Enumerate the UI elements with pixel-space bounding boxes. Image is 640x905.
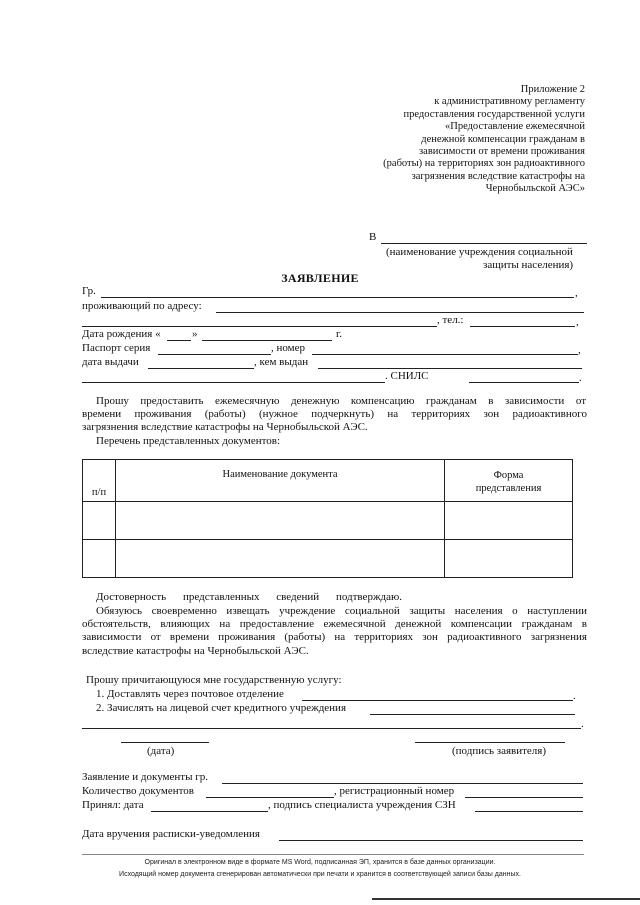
row-form-cell[interactable]	[445, 502, 573, 540]
documents-intro: Перечень представленных документов:	[96, 435, 281, 447]
table-row[interactable]	[83, 540, 573, 578]
passport-series-label: Паспорт серия	[82, 342, 151, 354]
table-row[interactable]	[83, 502, 573, 540]
addressee-caption: (наименование учреждения социальной	[386, 246, 573, 258]
scan-edge-line	[372, 898, 640, 900]
bank-account-field-2[interactable]	[82, 728, 581, 729]
signature-field[interactable]	[415, 742, 565, 743]
row-num-cell[interactable]	[83, 540, 116, 578]
phone-field[interactable]	[470, 326, 575, 327]
obligation-line-1: Обязуюсь своевременно извещать учреждение социальной защиты населения о наступлении	[96, 605, 587, 617]
accepted-date-field[interactable]	[151, 811, 268, 812]
delivery-intro: Прошу причитающуюся мне государственную услугу:	[86, 674, 342, 686]
specialist-sign-field[interactable]	[475, 811, 583, 812]
appendix-line: к административному регламенту	[434, 96, 585, 108]
date-caption: (дата)	[147, 745, 175, 757]
address-label: проживающий по адресу:	[82, 300, 202, 312]
row-name-cell[interactable]	[116, 502, 445, 540]
appendix-line: зависимости от времени проживания	[419, 146, 585, 158]
docs-count-field[interactable]	[206, 797, 334, 798]
passport-number-field[interactable]	[312, 354, 578, 355]
request-line-2: времени проживания (работы) (нужное подчеркнуть) на территориях зон радиоактивного	[82, 408, 587, 420]
appendix-line: «Предоставление ежемесячной	[444, 121, 585, 133]
issue-date-field[interactable]	[148, 368, 254, 369]
accepted-date-label: Принял: дата	[82, 799, 144, 811]
issued-by-label: , кем выдан	[254, 356, 309, 368]
passport-series-field[interactable]	[158, 354, 271, 355]
issued-by-field-2[interactable]	[82, 382, 385, 383]
receipt-date-field[interactable]	[279, 840, 583, 841]
request-line-1: Прошу предоставить ежемесячную денежную компенсацию гражданам в зависимости от	[96, 395, 586, 407]
addressee-line[interactable]	[381, 243, 587, 244]
citizen-name-field[interactable]	[101, 297, 574, 298]
documents-table	[82, 459, 573, 578]
birth-year-label: г.	[336, 328, 343, 340]
date-field[interactable]	[121, 742, 209, 743]
docs-count-label: Количество документов	[82, 785, 194, 797]
reg-number-label: , регистрационный номер	[334, 785, 455, 797]
birth-month-year-field[interactable]	[202, 340, 332, 341]
citizen-label: Гр.	[82, 285, 96, 297]
appendix-line: загрязнения вследствие катастрофы на	[411, 170, 585, 182]
receipt-date-label: Дата вручения расписки-уведомления	[82, 828, 260, 840]
obligation-line-2: обстоятельств, влияющих на предоставление ежемесячной денежной компенсации гражданам в	[82, 618, 587, 630]
footer-divider	[82, 854, 584, 855]
application-form-page: Приложение 2 к административному регламенту предоставления государственной услуги «Предоставление ежемесячной денежной компенсации гражданам в зависимости от времени проживания (работы) на территориях зон радиоактивного загрязнения вследствие катастрофы на Чернобыльской АЭС» В (наименование учреждения социальной защиты населения) ЗАЯВЛЕНИЕ Гр. , проживающий по адресу: , тел.: , Дата рождения « » г. Паспорт серия , номер , дата выдачи , кем выдан . СНИЛС . Прошу предоставить ежемесячную денежную компенсацию гражданам в зависимости от времени проживания (работы) (нужное подчеркнуть) на территориях зон радиоактивного загрязнения вследствие катастрофы на Чернобыльской АЭС. Перечень представленных документов: п/п Наименование документа Форма представления Достоверность представленных сведений подтверждаю. Обязуюсь своевременно извещать учреждение социальной защиты населения о наступлении обстоятельств, влияющих на предоставление ежемесячной денежной компенсации гражданам в зависимости от времени проживания (работы) на территориях зон радиоактивного загрязнения вследствие катастрофы на Чернобыльской АЭС. Прошу причитающуюся мне государственную услугу: 1. Доставлять через почтовое отделение . 2. Зачислять на лицевой счет кредитного учреждения . (дата) (подпись заявителя) Заявление и документы гр. Количество документов , регистрационный номер Принял: дата , подпись специалиста учреждения СЗН Дата вручения расписки-уведомления Оригинал в электронном виде в формате MS Word, подписанная ЭП, хранится в базе данных организации. Исходящий номер документа сгенерирован автоматически при печати и хранится в соответствующей записи базы данных.	[0, 0, 640, 905]
row-form-cell[interactable]	[445, 540, 573, 578]
footer-line-2: Исходящий номер документа сгенерирован автоматически при печати и хранится в соответствующей записи базы данных.	[119, 871, 521, 878]
appendix-line: Приложение 2	[520, 84, 585, 95]
obligation-line-4: вследствие катастрофы на Чернобыльской АЭС.	[82, 645, 309, 657]
issue-date-label: дата выдачи	[82, 356, 139, 368]
issued-by-field[interactable]	[318, 368, 582, 369]
passport-number-label: , номер	[271, 342, 306, 354]
footer-line-1: Оригинал в электронном виде в формате MS Word, подписанная ЭП, хранится в базе данных организации.	[144, 859, 496, 866]
specialist-sign-label: , подпись специалиста учреждения СЗН	[268, 799, 456, 811]
appendix-line: (работы) на территориях зон радиоактивного	[383, 158, 585, 170]
col-num-header: п/п	[83, 460, 116, 502]
table-header-row	[83, 460, 573, 502]
document-title: ЗАЯВЛЕНИЕ	[281, 271, 359, 285]
reg-number-field[interactable]	[465, 797, 583, 798]
bank-account-field[interactable]	[370, 714, 575, 715]
birth-day-field[interactable]	[167, 340, 191, 341]
birth-quote: »	[192, 328, 198, 340]
confirm-text: Достоверность представленных сведений подтверждаю.	[96, 591, 402, 603]
row-name-cell[interactable]	[116, 540, 445, 578]
row-num-cell[interactable]	[83, 502, 116, 540]
appendix-line: денежной компенсации гражданам в	[421, 133, 585, 145]
appendix-line: Чернобыльской АЭС»	[485, 183, 585, 195]
obligation-line-3: зависимости от времени проживания (работы) на территориях зон радиоактивного загрязнения	[82, 631, 587, 643]
post-office-field[interactable]	[302, 700, 573, 701]
delivery-option-1[interactable]: 1. Доставлять через почтовое отделение	[96, 688, 284, 700]
phone-label: , тел.:	[437, 314, 464, 326]
address-field-2[interactable]	[82, 326, 437, 327]
delivery-option-2[interactable]: 2. Зачислять на лицевой счет кредитного учреждения	[96, 702, 347, 714]
addressee-caption-2: защиты населения)	[483, 259, 574, 271]
appendix-line: предоставления государственной услуги	[403, 108, 585, 120]
request-line-3: загрязнения вследствие катастрофы на Чернобыльской АЭС.	[82, 421, 368, 433]
received-from-label: Заявление и документы гр.	[82, 771, 208, 783]
signature-caption: (подпись заявителя)	[452, 745, 547, 757]
received-from-field[interactable]	[222, 783, 583, 784]
addressee-prefix: В	[369, 231, 377, 243]
snils-field[interactable]	[469, 382, 579, 383]
snils-label: . СНИЛС	[385, 370, 429, 382]
address-field[interactable]	[216, 312, 584, 313]
appendix-header	[330, 84, 585, 196]
col-form-header: Форма представления	[445, 460, 573, 502]
birth-date-label: Дата рождения «	[82, 328, 161, 340]
col-name-header: Наименование документа	[116, 460, 445, 502]
